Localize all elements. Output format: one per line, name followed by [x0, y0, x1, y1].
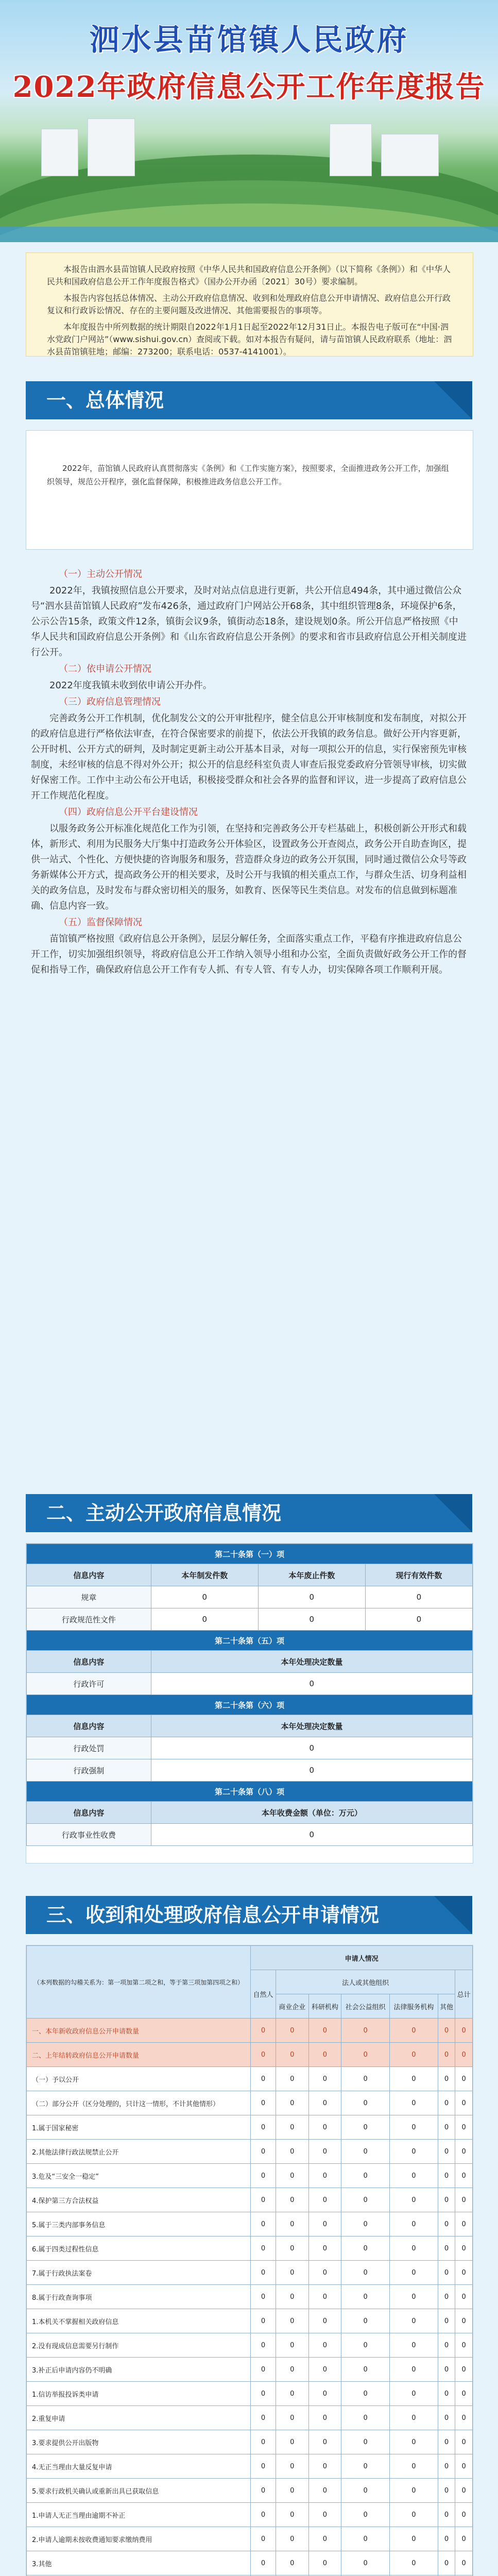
table-header: 自然人	[251, 1970, 276, 2019]
table-cell: 0	[341, 2043, 390, 2067]
table-cell: 0	[389, 2019, 438, 2043]
table-cell: 0	[455, 2261, 473, 2285]
table-cell: 0	[251, 2115, 276, 2140]
table-cell: 0	[438, 2430, 455, 2454]
table-cell: 0	[438, 2358, 455, 2382]
table-header: 信息内容	[27, 1715, 151, 1737]
section-heading-text: 二、主动公开政府信息情况	[46, 1502, 282, 1524]
table-row	[27, 2527, 473, 2551]
table-cell: 0	[308, 2091, 341, 2115]
table-cell: 0	[455, 2091, 473, 2115]
table-cell: 0	[308, 2261, 341, 2285]
table-cell: 0	[276, 2043, 308, 2067]
table-cell: 0	[455, 2309, 473, 2333]
table-cell: 0	[276, 2212, 308, 2236]
table-cell: 0	[251, 2551, 276, 2575]
table-cell: 0	[455, 2140, 473, 2164]
row-label: 1.属于国家秘密	[27, 2115, 251, 2140]
table-cell: 0	[438, 2019, 455, 2043]
table-header: 本年处理决定数量	[151, 1651, 472, 1673]
table-cell: 0	[308, 2236, 341, 2261]
paragraph: 完善政务公开工作机制，优化制发公文的公开审批程序，健全信息公开审核制度和发布制度，对拟公开的政府信息进行严格依法审查，在符合保密要求的前提下，依法公开我镇的政务信息。做好公开内容更新，公开时机、公开方式的研判，及时制定更新主动公开基本目录，对每一项拟公开的信息，实行保密预先审核制度，未经审核的信息不得对外公开；拟公开的信息经科室负责人审查后报党委政府分管领导审核，切实做好保密工作。工作中主动公布公开电话，积极接受群众和社会各界的监督和评议，进一步提高了政府信息公开工作规范化程度。	[31, 713, 467, 801]
table-cell: 0	[341, 2140, 390, 2164]
row-label: 3.补正后申请内容仍不明确	[27, 2358, 251, 2382]
table-cell: 0	[455, 2236, 473, 2261]
table-cell: 0	[276, 2261, 308, 2285]
table-row	[27, 2358, 473, 2382]
table-cell: 0	[276, 2430, 308, 2454]
table-cell: 0	[389, 2551, 438, 2575]
table-cell: 0	[389, 2212, 438, 2236]
table-cell: 0	[455, 2430, 473, 2454]
table-cell: 0	[276, 2333, 308, 2358]
table-cell: 0	[308, 2406, 341, 2430]
table-cell: 0	[308, 2019, 341, 2043]
table-cell: 0	[389, 2285, 438, 2309]
table-cell: 0	[251, 2091, 276, 2115]
table-row	[27, 2043, 473, 2067]
table-cell: 0	[389, 2188, 438, 2212]
intro-paragraph: 本报告内容包括总体情况、主动公开政府信息情况、收到和处理政府信息公开申请情况、政府信息公开行政复议和行政诉讼情况、存在的主要问题及改进情况、其他需要报告的事项等。	[47, 293, 451, 315]
row-label: 8.属于行政查询事项	[27, 2285, 251, 2309]
table-cell: 0	[276, 2019, 308, 2043]
intro-paragraph: 本年度报告中所列数据的统计期限自2022年1月1日起至2022年12月31日止。本报告电子版可在“中国·泗水党政门户网站”（www.sishui.gov.cn）查阅或下载。如对本报告有疑问，请与苗馆镇人民政府联系（地址：泗水县苗馆镇驻地；邮编：273200；联系电话：0537-4141001）。	[47, 322, 452, 357]
table-cell: 0	[308, 2333, 341, 2358]
banner-building	[330, 124, 372, 176]
row-label: 7.属于行政执法案卷	[27, 2261, 251, 2285]
table-row: 行政强制 0	[27, 1759, 473, 1782]
row-label: 3.要求提供公开出版物	[27, 2430, 251, 2454]
table-cell: 0	[341, 2067, 390, 2091]
table-row	[27, 2019, 473, 2043]
table-cell: 0	[438, 2333, 455, 2358]
table-cell: 0	[251, 2309, 276, 2333]
table-row	[27, 2067, 473, 2091]
table-cell: 0	[276, 2454, 308, 2479]
table-cell: 0	[389, 2309, 438, 2333]
table-cell: 0	[389, 2358, 438, 2382]
table-cell: 0	[276, 2309, 308, 2333]
table-row: 行政事业性收费 0	[27, 1824, 473, 1846]
table-cell: 0	[251, 2430, 276, 2454]
table-cell: 0	[251, 2164, 276, 2188]
table-cell: 0	[308, 2309, 341, 2333]
proactive-tables	[26, 1543, 473, 1863]
table-cell: 0	[276, 2358, 308, 2382]
table-cell: 0	[389, 2503, 438, 2527]
table-cell: 0	[251, 2358, 276, 2382]
table-header: 信息内容	[27, 1651, 151, 1673]
table-cell: 0	[438, 2140, 455, 2164]
table-header: 社会公益组织	[341, 1994, 390, 2019]
table-header: 本年废止件数	[258, 1564, 365, 1586]
table-cell: 0	[455, 2503, 473, 2527]
table-cell: 0	[308, 2115, 341, 2140]
header-banner	[0, 0, 498, 242]
table-cell: 0	[438, 2212, 455, 2236]
table-cell: 0	[455, 2019, 473, 2043]
row-label: 1.信访举报投诉类申请	[27, 2382, 251, 2406]
table-cell: 0	[341, 2212, 390, 2236]
table-header: 商业企业	[276, 1994, 308, 2019]
subheading: （五）监督保障情况	[59, 917, 142, 928]
table-cell: 0	[276, 2091, 308, 2115]
table-header: 总计	[455, 1970, 473, 2019]
table-cell: 0	[455, 2527, 473, 2551]
banner-building	[41, 129, 78, 176]
table-caption: 第二十条第（六）项	[27, 1695, 473, 1715]
subheading: （三）政府信息管理情况	[59, 697, 161, 707]
table-cell: 0	[438, 2503, 455, 2527]
subheading: （四）政府信息公开平台建设情况	[59, 807, 198, 818]
banner-river	[0, 227, 498, 242]
table-header: 法律服务机构	[389, 1994, 438, 2019]
table-cell: 0	[438, 2527, 455, 2551]
table-cell: 0	[251, 2382, 276, 2406]
table-cell: 0	[251, 2333, 276, 2358]
table-header: 本年处理决定数量	[151, 1715, 472, 1737]
table-cell: 0	[341, 2188, 390, 2212]
banner-building	[88, 118, 135, 176]
table-caption: 第二十条第（五）项	[27, 1631, 473, 1651]
table-cell: 0	[251, 2527, 276, 2551]
table-cell: 0	[341, 2454, 390, 2479]
application-table-box	[26, 1945, 473, 2576]
table-header: 现行有效件数	[365, 1564, 472, 1586]
paragraph: 苗馆镇严格按照《政府信息公开条例》，层层分解任务，全面落实重点工作，平稳有序推进政府信息公开工作，切实加强组织领导，将政府信息公开工作纳入领导小组和办公室，全面负责做好政务公开工作的督促和指导工作，确保政府信息公开工作有专人抓、有专人管、有专人办，切实保障各项工作顺利开展。	[31, 934, 467, 975]
row-label: （一）予以公开	[27, 2067, 251, 2091]
table-cell: 0	[341, 2285, 390, 2309]
table-cell: 0	[438, 2188, 455, 2212]
table-cell: 0	[308, 2212, 341, 2236]
table-cell: 0	[341, 2527, 390, 2551]
table-cell: 0	[341, 2503, 390, 2527]
table-cell: 0	[251, 2188, 276, 2212]
table-cell: 0	[308, 2527, 341, 2551]
paragraph: 以服务政务公开标准化规范化工作为引领，在坚持和完善政务公开专栏基础上，积极创新公开形式和载体，新形式、利用为民服务大厅集中打造政务公开体验区，设置政务公开查阅点，政务公开自助查询区，提供一站式、个性化、方便快捷的咨询服务和服务，营造群众身边的政务公开氛围，同时通过微信公众号等政务新媒体公开方式，提高政务公开的相关要求，及时公开与我镇的相关重点工作，与群众生活、切身利益相关的政务信息，及时发布与群众密切相关的服务，如教育、医保等民生类信息。对发布的信息做到标题准确、信息内容一致。	[31, 823, 467, 911]
table-cell: 0	[438, 2261, 455, 2285]
table-cell: 0	[455, 2333, 473, 2358]
table-row: 行政处罚 0	[27, 1737, 473, 1759]
table-row	[27, 2551, 473, 2575]
table-cell: 0	[389, 2261, 438, 2285]
table-cell: 0	[389, 2430, 438, 2454]
subheading: （二）依申请公开情况	[59, 664, 151, 674]
table-cell: 0	[251, 2285, 276, 2309]
table-cell: 0	[455, 2212, 473, 2236]
row-label: 5.要求行政机关确认或重新出具已获取信息	[27, 2479, 251, 2503]
table-caption: 第二十条第（一）项	[27, 1544, 473, 1564]
row-label: 一、本年新收政府信息公开申请数量	[27, 2019, 251, 2043]
paragraph: 2022年度我镇未收到依申请公开办件。	[49, 680, 212, 691]
table-cell: 0	[276, 2188, 308, 2212]
page-title: 泗水县苗馆镇人民政府	[89, 22, 409, 57]
table-row	[27, 2164, 473, 2188]
table-cell: 0	[389, 2115, 438, 2140]
table-cell: 0	[276, 2382, 308, 2406]
table-header: 信息内容	[27, 1564, 151, 1586]
table-cell: 0	[308, 2454, 341, 2479]
row-label: 3.其他	[27, 2551, 251, 2575]
table-cell: 0	[455, 2285, 473, 2309]
table-cell: 0	[308, 2164, 341, 2188]
subheading: （一）主动公开情况	[59, 569, 142, 580]
table-cell: 0	[341, 2019, 390, 2043]
table-cell: 0	[455, 2188, 473, 2212]
section1-lead: 2022年，苗馆镇人民政府认真贯彻落实《条例》和《工作实施方案》，按照要求，全面推进政务公开工作，加强组织领导，规范公开程序，强化监督保障，积极推进政务信息公开工作。	[47, 464, 449, 486]
table-cell: 0	[455, 2358, 473, 2382]
table-cell: 0	[455, 2479, 473, 2503]
table-cell: 0	[276, 2164, 308, 2188]
table-cell: 0	[455, 2115, 473, 2140]
table-cell: 0	[308, 2188, 341, 2212]
table-cell: 0	[308, 2358, 341, 2382]
table-row	[27, 2236, 473, 2261]
table-row: 行政规范性文件 0 0 0	[27, 1608, 473, 1631]
page-subtitle: 2022年政府信息公开工作年度报告	[12, 70, 486, 104]
table-cell: 0	[308, 2551, 341, 2575]
table-header: 申请人情况	[251, 1946, 473, 1970]
table-row	[27, 2454, 473, 2479]
table-cell: 0	[251, 2236, 276, 2261]
table-row	[27, 2406, 473, 2430]
section-heading-text: 一、总体情况	[46, 389, 164, 412]
paragraph: 2022年，我镇按照信息公开要求，及时对站点信息进行更新，共公开信息494条，其中通过微信公众号“泗水县苗馆镇人民政府”发布426条，通过政府门户网站公开68条，其中组织管理8条，环境保护6条，公示公告15条，政策文件12条，镇街会议9条，镇街动态18条，建设规划0条。所公开信息严格按照《中华人民共和国政府信息公开条例》和《山东省政府信息公开条例》的要求和省市县政府信息公开相关制度进行公开。	[31, 585, 467, 658]
table-cell: 0	[341, 2551, 390, 2575]
table-cell: 0	[455, 2454, 473, 2479]
row-label: 2.申请人逾期未按收费通知要求缴纳费用	[27, 2527, 251, 2551]
table-cell: 0	[341, 2236, 390, 2261]
table-cell: 0	[276, 2406, 308, 2430]
table-cell: 0	[455, 2406, 473, 2430]
table-row	[27, 2115, 473, 2140]
table-cell: 0	[389, 2067, 438, 2091]
table-header: 本年收费金额（单位：万元）	[151, 1802, 472, 1824]
section1-lead-box	[26, 430, 473, 550]
table-cell: 0	[341, 2309, 390, 2333]
table-cell: 0	[276, 2236, 308, 2261]
row-label: 3.危及“三安全一稳定”	[27, 2164, 251, 2188]
section-heading-text: 三、收到和处理政府信息公开申请情况	[46, 1904, 380, 1926]
table-cell: 0	[251, 2067, 276, 2091]
table-cell: 0	[308, 2285, 341, 2309]
table-cell: 0	[308, 2067, 341, 2091]
heading-corner	[434, 1896, 472, 1934]
table-cell: 0	[341, 2382, 390, 2406]
table-cell: 0	[341, 2164, 390, 2188]
table-header: 信息内容	[27, 1802, 151, 1824]
table-cell: 0	[438, 2115, 455, 2140]
table-cell: 0	[276, 2115, 308, 2140]
row-label: 二、上年结转政府信息公开申请数量	[27, 2043, 251, 2067]
heading-corner	[434, 1494, 472, 1532]
table-cell: 0	[341, 2333, 390, 2358]
table-row: 规章 0 0 0	[27, 1586, 473, 1608]
table-cell: 0	[389, 2479, 438, 2503]
row-label: （二）部分公开（区分处理的，只计这一情形，不计其他情形）	[27, 2091, 251, 2115]
row-label: 2.其他法律行政法规禁止公开	[27, 2140, 251, 2164]
table-cell: 0	[389, 2091, 438, 2115]
table-cell: 0	[341, 2406, 390, 2430]
section-heading	[26, 381, 472, 419]
table-cell: 0	[438, 2236, 455, 2261]
table-cell: 0	[276, 2527, 308, 2551]
table-cell: 0	[438, 2382, 455, 2406]
table-cell: 0	[438, 2551, 455, 2575]
table-cell: 0	[276, 2479, 308, 2503]
table-row	[27, 2140, 473, 2164]
table-cell: 0	[389, 2164, 438, 2188]
table-cell: 0	[438, 2043, 455, 2067]
table-cell: 0	[389, 2043, 438, 2067]
table-row	[27, 2479, 473, 2503]
table-row	[27, 2382, 473, 2406]
section-heading	[26, 1896, 472, 1934]
table-cell: 0	[276, 2551, 308, 2575]
table-cell: 0	[308, 2479, 341, 2503]
row-label: 4.保护第三方合法权益	[27, 2188, 251, 2212]
row-label: 2.重复申请	[27, 2406, 251, 2430]
table-cell: 0	[438, 2406, 455, 2430]
table-cell: 0	[251, 2140, 276, 2164]
table-cell: 0	[341, 2091, 390, 2115]
table-cell: 0	[389, 2333, 438, 2358]
table-cell: 0	[251, 2212, 276, 2236]
table-cell: 0	[308, 2382, 341, 2406]
row-label: 4.无正当理由大量反复申请	[27, 2454, 251, 2479]
table-cell: 0	[341, 2261, 390, 2285]
table-cell: 0	[455, 2043, 473, 2067]
table-row	[27, 2333, 473, 2358]
table-row: 行政许可 0	[27, 1673, 473, 1695]
table-caption: 第二十条第（八）项	[27, 1782, 473, 1802]
row-label: 1.申请人无正当理由逾期不补正	[27, 2503, 251, 2527]
table-cell: 0	[389, 2406, 438, 2430]
table-cell: 0	[438, 2454, 455, 2479]
table-cell: 0	[251, 2261, 276, 2285]
row-label: 2.没有现成信息需要另行制作	[27, 2333, 251, 2358]
table-cell: 0	[389, 2236, 438, 2261]
intro-paragraph: 本报告由泗水县苗馆镇人民政府按照《中华人民共和国政府信息公开条例》（以下简称《条例》）和《中华人民共和国政府信息公开工作年度报告格式》（国办公开办函〔2021〕30号）要求编制。	[47, 264, 451, 286]
table-cell: 0	[251, 2479, 276, 2503]
table-cell: 0	[341, 2430, 390, 2454]
table-cell: 0	[455, 2382, 473, 2406]
table-cell: 0	[251, 2019, 276, 2043]
table-cell: 0	[438, 2479, 455, 2503]
table-cell: 0	[455, 2551, 473, 2575]
table-header: 本年制发件数	[151, 1564, 258, 1586]
table-row	[27, 2188, 473, 2212]
table-cell: 0	[455, 2067, 473, 2091]
table-cell: 0	[341, 2115, 390, 2140]
table-cell: 0	[438, 2164, 455, 2188]
table-header: 法人或其他组织	[276, 1970, 455, 1994]
table-cell: 0	[276, 2503, 308, 2527]
table-row	[27, 2285, 473, 2309]
table-item20-1	[26, 1544, 473, 1846]
row-label: 1.本机关不掌握相关政府信息	[27, 2309, 251, 2333]
row-label: 6.属于四类过程性信息	[27, 2236, 251, 2261]
table-cell: 0	[438, 2067, 455, 2091]
table-header: 其他	[438, 1994, 455, 2019]
table-cell: 0	[455, 2164, 473, 2188]
row-label: 5.属于三类内部事务信息	[27, 2212, 251, 2236]
table-cell: 0	[251, 2503, 276, 2527]
table-cell: 0	[341, 2479, 390, 2503]
table-cell: 0	[389, 2140, 438, 2164]
table-corner: （本列数据的勾稽关系为：第一项加第二项之和，等于第三项加第四项之和）	[27, 1946, 251, 2019]
table-row	[27, 2212, 473, 2236]
table-row	[27, 2091, 473, 2115]
table-cell: 0	[276, 2067, 308, 2091]
table-cell: 0	[308, 2503, 341, 2527]
table-row	[27, 2261, 473, 2285]
heading-corner	[434, 381, 472, 419]
section-heading	[26, 1494, 472, 1532]
table-cell: 0	[276, 2285, 308, 2309]
banner-building	[381, 134, 439, 176]
table-cell: 0	[308, 2140, 341, 2164]
table-row	[27, 2309, 473, 2333]
table-cell: 0	[438, 2091, 455, 2115]
table-cell: 0	[251, 2043, 276, 2067]
table-cell: 0	[308, 2043, 341, 2067]
table-cell: 0	[389, 2527, 438, 2551]
table-cell: 0	[389, 2454, 438, 2479]
table-cell: 0	[251, 2406, 276, 2430]
intro-box	[26, 252, 473, 357]
table-cell: 0	[438, 2285, 455, 2309]
table-cell: 0	[438, 2309, 455, 2333]
table-cell: 0	[389, 2382, 438, 2406]
section1-body	[31, 567, 467, 979]
table-cell: 0	[276, 2140, 308, 2164]
table-cell: 0	[251, 2454, 276, 2479]
table-header: 科研机构	[308, 1994, 341, 2019]
table-row	[27, 2503, 473, 2527]
application-table	[26, 1945, 473, 2576]
table-cell: 0	[308, 2430, 341, 2454]
table-row	[27, 2430, 473, 2454]
table-cell: 0	[341, 2358, 390, 2382]
